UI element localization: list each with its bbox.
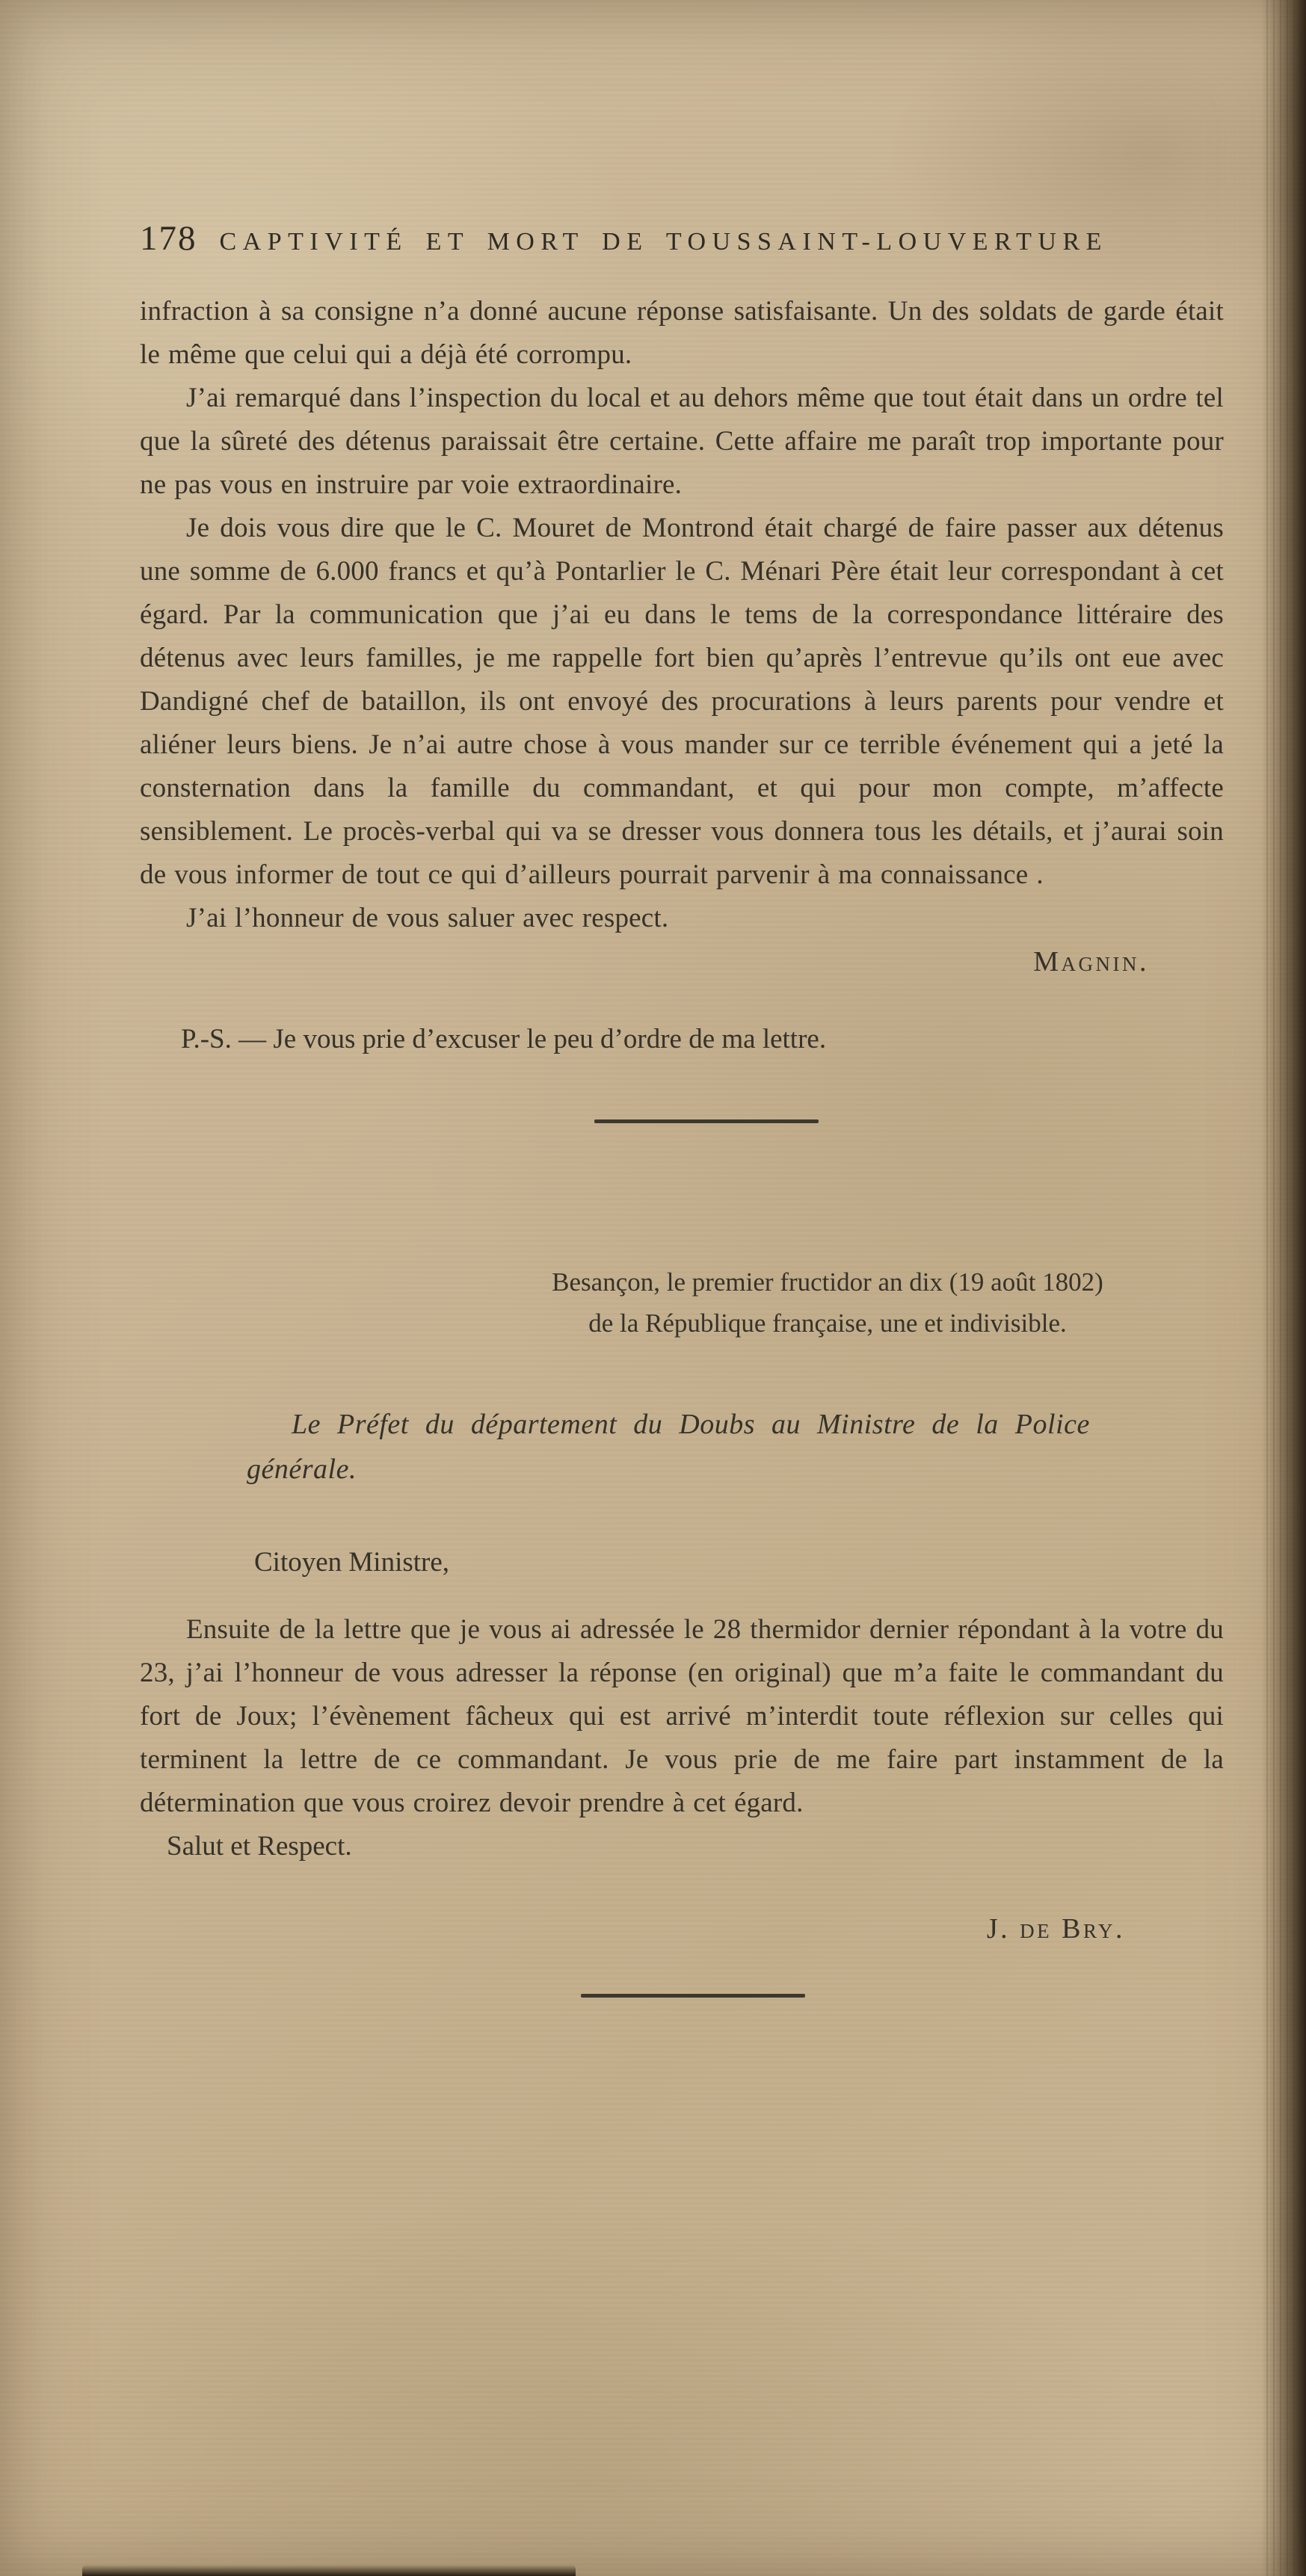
page-number: 178 [140, 219, 197, 258]
dateline-line-2: de la République française, une et indivisible. [588, 1309, 1067, 1338]
signature-debry: J. de Bry. [986, 1913, 1125, 1945]
section-divider [581, 1994, 805, 1998]
letter-body: Ensuite de la lettre que je vous ai adressée le 28 thermidor dernier répondant à la votre du 23, j’ai l’honneur de vous adresser la réponse (en original) que m’a faite le commandant du fort de Joux; l’évènement fâcheux qui est arrivé m’interdit toute réflexion sur celles qui terminent la lettre de ce commandant. Je vous prie de me faire part instamment de la détermination que vous croirez devoir prendre à cet égard. [140, 1614, 1224, 1818]
letter-heading [247, 1402, 1224, 1492]
running-title: CAPTIVITÉ ET MORT DE TOUSSAINT-LOUVERTURE [219, 228, 1108, 256]
letter-debry [140, 1261, 1224, 1950]
dateline-line-1: Besançon, le premier fructidor an dix (19 août 1802) [552, 1267, 1103, 1297]
letter-heading-line-2: générale. [247, 1454, 357, 1485]
letter-heading-line-1: Le Préfet du département du Doubs au Ministre de la Police [292, 1409, 1090, 1440]
page-edge-shadow-bottom [82, 2565, 576, 2576]
closing-salute: Salut et Respect. [167, 1831, 352, 1862]
section-divider [594, 1119, 819, 1123]
paragraph: J’ai l’honneur de vous saluer avec respect. [186, 903, 669, 933]
dateline [398, 1261, 1257, 1344]
signature-magnin: Magnin. [1033, 946, 1149, 977]
paragraph: J’ai remarqué dans l’inspection du local et au dehors même que tout était dans un ordre tel que la sûreté des détenus paraissait être certaine. Cette affaire me paraît trop importante pour ne pas vous en instruire par voie extraordinaire. [140, 383, 1224, 500]
salutation: Citoyen Ministre, [254, 1547, 450, 1578]
postscript: P.-S. — Je vous prie d’excuser le peu d’ordre de ma lettre. [181, 1024, 827, 1054]
paragraph: Je dois vous dire que le C. Mouret de Montrond était chargé de faire passer aux détenus une somme de 6.000 francs et qu’à Pontarlier le C. Ménari Père était leur correspondant à cet égard. Par la communication que j’ai eu dans le tems de la correspondance littéraire des détenus avec leurs familles, je me rappelle fort bien qu’après l’entrevue qu’ils ont eue avec Dandigné chef de bataillon, ils ont envoyé des procurations à leurs parents pour vendre et aliéner leurs biens. Je n’ai autre chose à vous mander sur ce terrible événement qui a jeté la consternation dans la famille du commandant, et qui pour mon compte, m’affecte sensiblement. Le procès-verbal qui va se dresser vous donnera tous les détails, et j’aurai soin de vous informer de tout ce qui d’ailleurs pourrait parvenir à ma connaissance . [140, 513, 1224, 890]
paragraph: infraction à sa consigne n’a donné aucune réponse satisfaisante. Un des soldats de garde était le même que celui qui a déjà été corrompu. [140, 296, 1224, 370]
running-head [140, 218, 1224, 259]
page-edge-shadow-right [1261, 0, 1306, 2576]
letter-magnin [140, 290, 1224, 1061]
page-content [140, 218, 1224, 1998]
